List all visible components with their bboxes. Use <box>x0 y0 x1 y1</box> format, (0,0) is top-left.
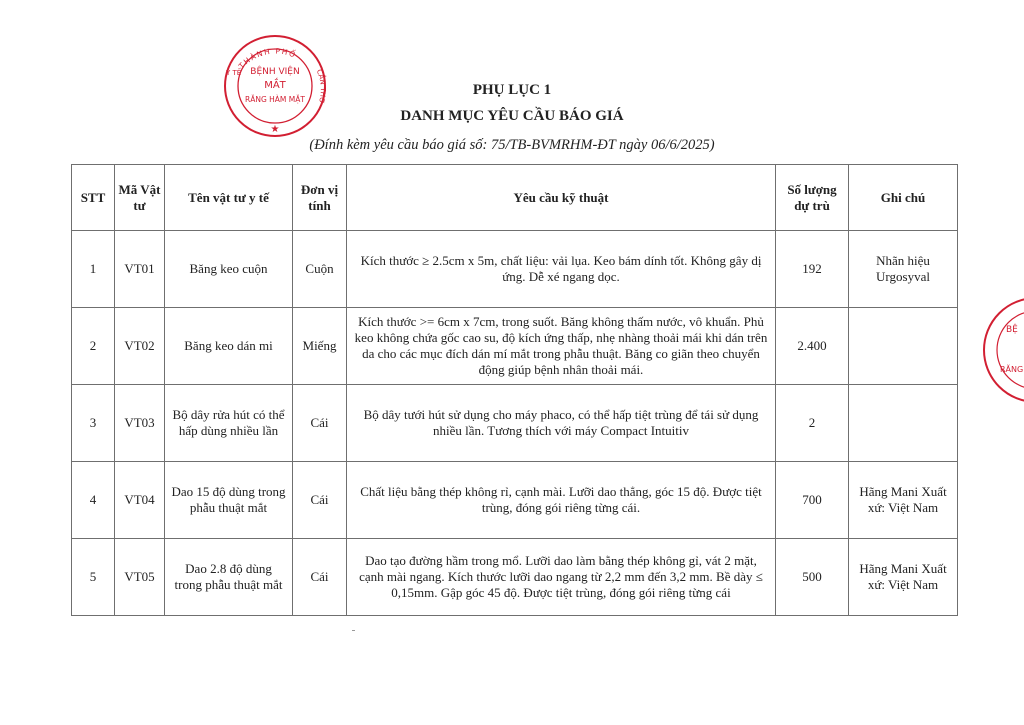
list-title: DANH MỤC YÊU CẦU BÁO GIÁ <box>400 108 624 124</box>
cell-code: VT05 <box>115 539 165 616</box>
seal-line-1: BỆNH VIỆN <box>250 67 300 77</box>
partial-seal-line-2: RĂNG <box>1000 365 1024 374</box>
cell-unit: Cái <box>293 539 347 616</box>
cell-spec: Kích thước ≥ 2.5cm x 5m, chất liệu: vải lụa. Keo bám dính tốt. Không gây dị ứng. Dễ xé ngang dọc. <box>347 231 776 308</box>
cell-unit: Cái <box>293 385 347 462</box>
col-header-qty: Số lượng dự trù <box>776 165 849 231</box>
col-header-unit: Đơn vị tính <box>293 165 347 231</box>
seal-text-left: Y TẾ <box>226 69 242 77</box>
cell-stt: 5 <box>72 539 115 616</box>
cell-qty: 700 <box>776 462 849 539</box>
cell-name: Bộ dây rửa hút có thể hấp dùng nhiều lần <box>165 385 293 462</box>
cell-code: VT03 <box>115 385 165 462</box>
cell-unit: Cuộn <box>293 231 347 308</box>
seal-line-3: RĂNG HÀM MẶT <box>245 95 305 104</box>
seal-star-icon: ★ <box>270 124 280 135</box>
cell-name: Băng keo cuộn <box>165 231 293 308</box>
seal-line-2: MẮT <box>264 80 286 91</box>
cell-name: Băng keo dán mi <box>165 308 293 385</box>
seal-text-right: CẦN THƠ <box>314 68 327 105</box>
cell-note <box>849 385 958 462</box>
cell-note <box>849 308 958 385</box>
col-header-spec: Yêu cầu kỹ thuật <box>347 165 776 231</box>
col-header-stt: STT <box>72 165 115 231</box>
cell-note: Hãng Mani Xuất xứ: Việt Nam <box>849 462 958 539</box>
appendix-title: PHỤ LỤC 1 <box>472 82 552 98</box>
cell-qty: 2 <box>776 385 849 462</box>
cell-unit: Cái <box>293 462 347 539</box>
cell-name: Dao 2.8 độ dùng trong phẫu thuật mắt <box>165 539 293 616</box>
cell-stt: 1 <box>72 231 115 308</box>
seal-text-top: THÀNH PHỐ <box>236 46 298 71</box>
reference-note: (Đính kèm yêu cầu báo giá số: 75/TB-BVMRHM-ĐT ngày 06/6/2025) <box>309 137 715 153</box>
cell-code: VT02 <box>115 308 165 385</box>
cell-spec: Chất liệu bằng thép không rỉ, cạnh mài. Lưỡi dao thẳng, góc 15 độ. Được tiệt trùng, đóng gói riêng từng cái. <box>347 462 776 539</box>
table-header-row <box>72 165 958 231</box>
cell-qty: 2.400 <box>776 308 849 385</box>
table-row <box>72 539 958 616</box>
cell-spec: Kích thước >= 6cm x 7cm, trong suốt. Băng không thấm nước, vô khuẩn. Phủ keo không chứa gốc cao su, độ kích ứng thấp, nhẹ nhàng thoải mái khi dán trên da cho các mục đích dán mí mắt trong phẫu thuật. Băng co giãn theo chuyển động giúp bệnh nhân thoải mái. <box>347 308 776 385</box>
cell-stt: 2 <box>72 308 115 385</box>
cell-name: Dao 15 độ dùng trong phẫu thuật mắt <box>165 462 293 539</box>
cell-code: VT01 <box>115 231 165 308</box>
cell-note: Nhãn hiệu Urgosyval <box>849 231 958 308</box>
table-row <box>72 385 958 462</box>
partial-seal-line-1: BỆ <box>1006 325 1018 335</box>
quotation-table <box>71 164 958 616</box>
cell-stt: 4 <box>72 462 115 539</box>
table-row <box>72 462 958 539</box>
cell-unit: Miếng <box>293 308 347 385</box>
table-row <box>72 308 958 385</box>
cell-stt: 3 <box>72 385 115 462</box>
cell-spec: Dao tạo đường hầm trong mổ. Lưỡi dao làm bằng thép không gỉ, vát 2 mặt, cạnh mài ngang. Kích thước lưỡi dao ngang từ 2,2 mm đến 3,2 mm. Bề dày ≤ 0,15mm. Gập góc 45 độ. Được tiệt trùng, đóng gói riêng từng cái <box>347 539 776 616</box>
cell-qty: 500 <box>776 539 849 616</box>
cell-note: Hãng Mani Xuất xứ: Việt Nam <box>849 539 958 616</box>
cell-qty: 192 <box>776 231 849 308</box>
col-header-code: Mã Vật tư <box>115 165 165 231</box>
cell-code: VT04 <box>115 462 165 539</box>
cell-spec: Bộ dây tưới hút sử dụng cho máy phaco, có thể hấp tiệt trùng để tái sử dụng nhiều lần. Tương thích với máy Compact Intuitiv <box>347 385 776 462</box>
table-row <box>72 231 958 308</box>
col-header-note: Ghi chú <box>849 165 958 231</box>
col-header-name: Tên vật tư y tế <box>165 165 293 231</box>
partial-seal-right <box>978 292 1024 410</box>
scan-speck <box>352 630 355 631</box>
